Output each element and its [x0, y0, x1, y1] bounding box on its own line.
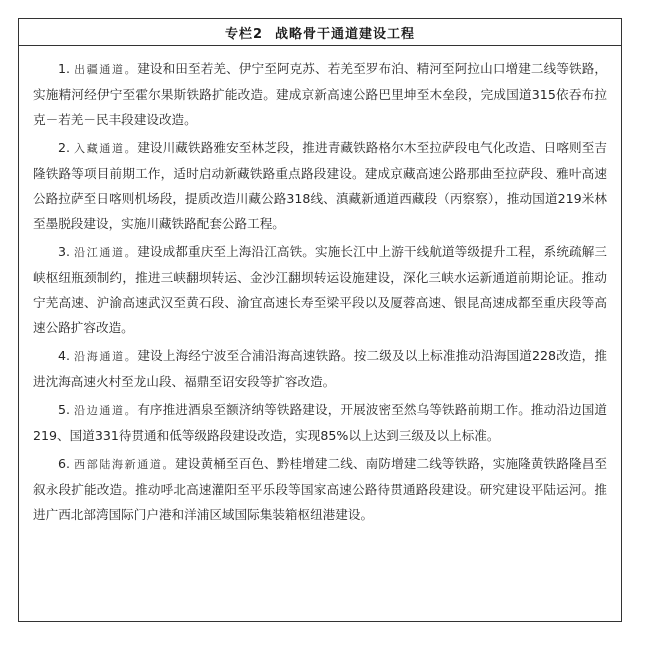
item-lead: 出疆通道。	[74, 63, 138, 76]
item-text: 建设川藏铁路雅安至林芝段，推进青藏铁路格尔木至拉萨段电气化改造、日喀则至吉隆铁路等项目前期工作，适时启动新藏铁路重点路段建设。建成京藏高速公路那曲至拉萨段、雅叶高速公路拉萨至日喀则机场段，提质改造川藏公路318线、滇藏新通道西藏段（丙察察），推动国道219米林至墨脱段建设，实施川藏铁路配套公路工程。	[33, 140, 608, 231]
item-paragraph	[33, 451, 607, 527]
item-text: 建设黄桶至百色、黔桂增建二线、南防增建二线等铁路，实施隆黄铁路隆昌至叙永段扩能改造。推动呼北高速灌阳至平乐段等国家高速公路待贯通路段建设。研究建设平陆运河。推进广西北部湾国际门户港和洋浦区域国际集装箱枢纽港建设。	[33, 456, 608, 522]
item-lead: 沿江通道。	[74, 246, 138, 259]
item-number: 3.	[58, 244, 71, 259]
item-text: 建设上海经宁波至合浦沿海高速铁路。按二级及以上标准推动沿海国道228改造，推进沈海高速火村至龙山段、福鼎至诏安段等扩容改造。	[33, 348, 607, 389]
item-lead: 沿边通道。	[74, 404, 138, 417]
item-number: 1.	[58, 61, 71, 76]
item-lead: 沿海通道。	[74, 350, 138, 363]
item-paragraph	[33, 239, 607, 340]
item-lead: 入藏通道。	[74, 142, 138, 155]
item-number: 4.	[58, 348, 71, 363]
item-number: 5.	[58, 402, 71, 417]
item-paragraph	[33, 56, 607, 132]
item-text: 建设成都重庆至上海沿江高铁。实施长江中上游干线航道等级提升工程，系统疏解三峡枢纽瓶颈制约，推进三峡翻坝转运、金沙江翻坝转运设施建设，深化三峡水运新通道前期论证。推动宁芜高速、沪渝高速武汉至黄石段、渝宜高速长寿至梁平段以及厦蓉高速、银昆高速成都至重庆段等高速公路扩容改造。	[33, 244, 608, 335]
box-header	[19, 19, 621, 46]
item-number: 2.	[58, 140, 71, 155]
item-paragraph	[33, 397, 607, 448]
item-paragraph	[33, 135, 607, 236]
item-paragraph	[33, 343, 607, 394]
box-title: 战略骨干通道建设工程	[275, 26, 416, 42]
item-lead: 西部陆海新通道。	[74, 458, 176, 471]
item-text: 有序推进酒泉至额济纳等铁路建设，开展波密至然乌等铁路前期工作。推动沿边国道219、国道331待贯通和低等级路段建设改造，实现85%以上达到三级及以上标准。	[33, 402, 608, 443]
box-label: 专栏2	[224, 26, 264, 42]
column-box	[18, 18, 622, 622]
box-body	[19, 46, 621, 527]
item-number: 6.	[58, 456, 71, 471]
item-text: 建设和田至若羌、伊宁至阿克苏、若羌至罗布泊、精河至阿拉山口增建二线等铁路，实施精河经伊宁至霍尔果斯铁路扩能改造。建成京新高速公路巴里坤至木垒段，完成国道315依吞布拉克－若羌－民丰段建设改造。	[33, 61, 608, 127]
